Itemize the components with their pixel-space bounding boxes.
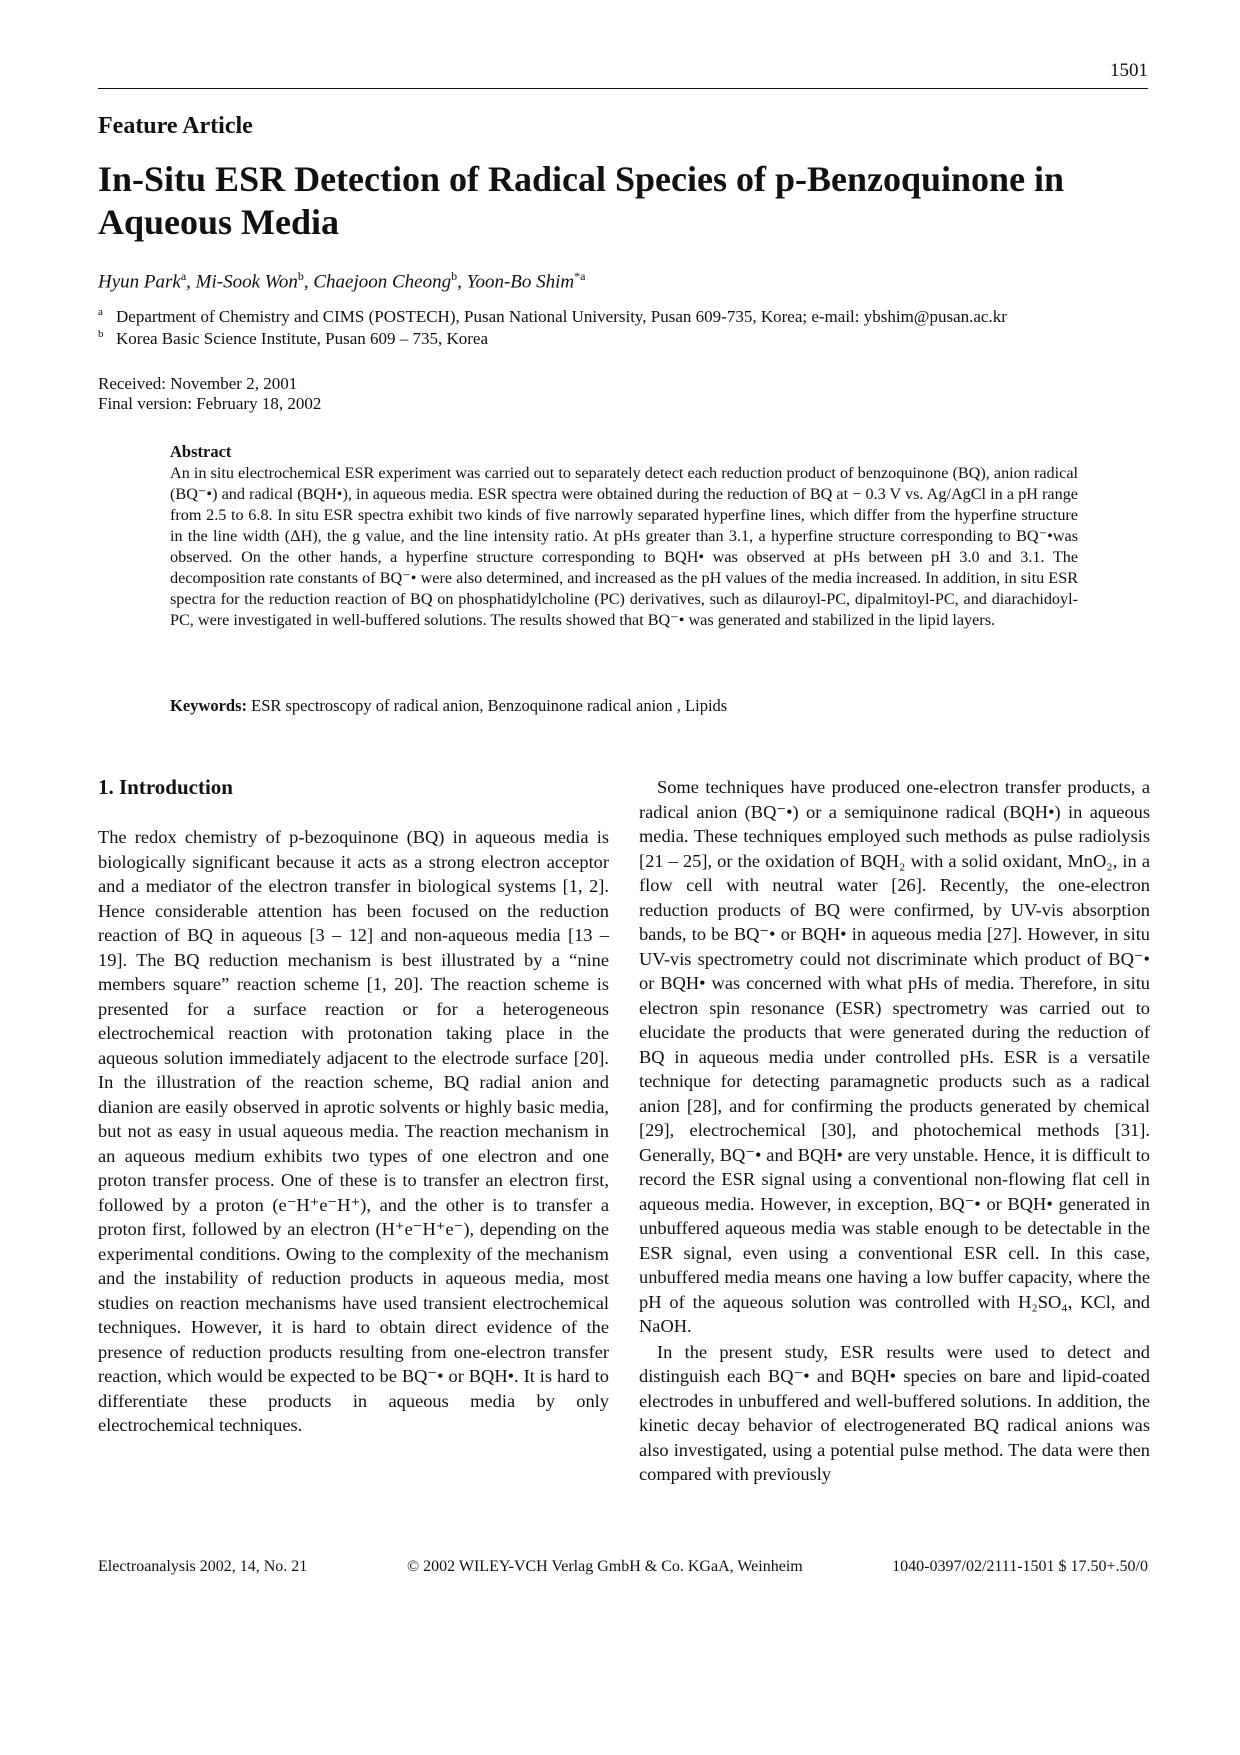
footer-journal: Electroanalysis 2002, 14, No. 21: [98, 1558, 308, 1575]
final-version-date: Final version: February 18, 2002: [98, 394, 322, 413]
intro-paragraph-3: In the present study, ESR results were used to detect and distinguish each BQ⁻• and BQH• species on bare and lipid-coated electrodes in unbuffered and well-buffered solutions. In addition, the kinetic decay behavior of electrogenerated BQ radical anions was also investigated, using a potential pulse method. The data were then compared with previously: [639, 1341, 1150, 1484]
affiliation-text: Department of Chemistry and CIMS (POSTECH), Pusan National University, Pusan 609-735, Korea; e-mail: ybshim@pusan.ac.kr: [116, 307, 1007, 326]
right-column: [639, 775, 1150, 1487]
article-title: In-Situ ESR Detection of Radical Species of p-Benzoquinone in Aqueous Media: [98, 159, 1065, 242]
keywords: [170, 696, 1078, 716]
author-affiliation-mark: b: [297, 269, 304, 283]
keywords-label: Keywords:: [170, 696, 247, 715]
section-heading: 1. Introduction: [98, 775, 233, 799]
intro-paragraph-2: Some techniques have produced one-electron transfer products, a radical anion (BQ⁻•) or a semiquinone radical (BQH•) in aqueous media. These techniques employed such methods as pulse radiolysis [21 – 25], or the oxidation of BQH₂ with a solid oxidant, MnO₂, in a flow cell with neutral water [26]. Recently, the one-electron reduction products of BQ were confirmed, by UV-vis absorption bands, to be BQ⁻• or BQH• in aqueous media [27]. However, in situ UV-vis spectrometry could not discriminate which product of BQ⁻• or BQH• was concerned with what pHs of media. Therefore, in situ electron spin resonance (ESR) spectrometry was carried out to elucidate the products that were generated during the reduction of BQ in aqueous media under controlled pHs. ESR is a versatile technique for detecting paramagnetic products such as a radical anion [28], and for confirming the products generated by chemical [29], electrochemical [30], and photochemical methods [31]. Generally, BQ⁻• and BQH• are very unstable. Hence, it is difficult to record the ESR signal using a conventional non-flowing flat cell in aqueous media. However, in exception, BQ⁻• or BQH• generated in unbuffered aqueous media was stable enough to be detectable in the ESR signal, even using a conventional ESR cell. In this case, unbuffered media means one having a low buffer capacity, where the pH of the aqueous solution was controlled with H₂SO₄, KCl, and NaOH.: [639, 777, 1150, 1336]
section-kind: Feature Article: [98, 113, 253, 139]
affiliation: a Department of Chemistry and CIMS (POSTECH), Pusan National University, Pusan 609-735, Korea; e-mail: ybshim@pusan.ac.kr: [98, 306, 1007, 326]
intro-paragraph: The redox chemistry of p-bezoquinone (BQ) in aqueous media is biologically significant because it acts as a strong electron acceptor and a mediator of the electron transfer in biological systems [1, 2]. Hence considerable attention has been focused on the reduction reaction of BQ in aqueous [3 – 12] and non-aqueous media [13 – 19]. The BQ reduction mechanism is best illustrated by a “nine members square” reaction scheme [1, 20]. The reaction scheme is presented for a surface reaction or for a heterogeneous electrochemical reaction with protonation taking place in the aqueous solution immediately adjacent to the electrode surface [20]. In the illustration of the reaction scheme, BQ radial anion and dianion are easily observed in aprotic solvents or highly basic media, but not as easy in usual aqueous media. The reaction mechanism in an aqueous medium exhibits two types of one electron and one proton transfer process. One of these is to transfer an electron first, followed by a proton (e⁻H⁺e⁻H⁺), and the other is to transfer a proton first, followed by an electron (H⁺e⁻H⁺e⁻), depending on the experimental conditions. Owing to the complexity of the mechanism and the instability of reduction products in aqueous media, most studies on reaction mechanisms have used transient electrochemical techniques. However, it is hard to obtain direct evidence of the presence of reduction products resulting from one-electron transfer reaction, which would be expected to be BQ⁻• or BQH•. It is hard to differentiate these products in aqueous media by only electrochemical techniques.: [98, 827, 609, 1435]
author-affiliation-mark: a: [180, 269, 187, 283]
left-column: [98, 775, 609, 1438]
footer-code: 1040-0397/02/2111-1501 $ 17.50+.50/0: [892, 1558, 1148, 1575]
affiliation: b Korea Basic Science Institute, Pusan 609 – 735, Korea: [98, 328, 489, 348]
page-number: 1501: [1110, 60, 1148, 81]
author-affiliation-mark: *a: [574, 269, 586, 283]
received-date: Received: November 2, 2001: [98, 374, 298, 393]
author-list: Hyun Park$^a$, Mi-Sook Won$^b$, Chaejoon Cheong$^b$, Yoon-Bo Shim$^{*a}$: [98, 269, 586, 293]
author-name: Yoon-Bo Shim: [466, 271, 575, 293]
dates: [98, 374, 321, 414]
keywords-text: ESR spectroscopy of radical anion, Benzoquinone radical anion , Lipids: [251, 696, 728, 715]
author-name: Chaejoon Cheong: [313, 271, 452, 293]
affiliation-text: Korea Basic Science Institute, Pusan 609 – 735, Korea: [116, 329, 489, 348]
author-name: Hyun Park: [98, 271, 181, 293]
abstract-heading: Abstract: [170, 442, 232, 461]
abstract-text: An in situ electrochemical ESR experiment was carried out to separately detect each reduction product of benzoquinone (BQ), anion radical (BQ⁻•) and radical (BQH•), in aqueous media. ESR spectra were obtained during the reduction of BQ at − 0.3 V vs. Ag/AgCl in a pH range from 2.5 to 6.8. In situ ESR spectra exhibit two kinds of five narrowly separated hyperfine lines, which differ from the hyperfine structure in the line width (ΔH), the g value, and the line intensity ratio. At pHs greater than 3.1, a hyperfine structure corresponding to BQ⁻•was observed. On the other hands, a hyperfine structure corresponding to BQH• was observed at pHs between pH 3.0 and 3.1. The decomposition rate constants of BQ⁻• were also determined, and increased as the pH values of the media increased. In addition, in situ ESR spectra for the reduction reaction of BQ on phosphatidylcholine (PC) derivatives, such as dilauroyl-PC, dipalmitoyl-PC, and diarachidoyl-PC, were investigated in well-buffered solutions. The results showed that BQ⁻• was generated and stabilized in the lipid layers.: [170, 464, 1078, 629]
abstract: [170, 441, 1078, 631]
affiliations: [98, 306, 1158, 350]
footer-copyright: © 2002 WILEY-VCH Verlag GmbH & Co. KGaA, Weinheim: [407, 1558, 803, 1575]
author-affiliation-mark: b: [451, 269, 458, 283]
author-name: Mi-Sook Won: [195, 271, 298, 293]
header-rule: [98, 88, 1148, 89]
